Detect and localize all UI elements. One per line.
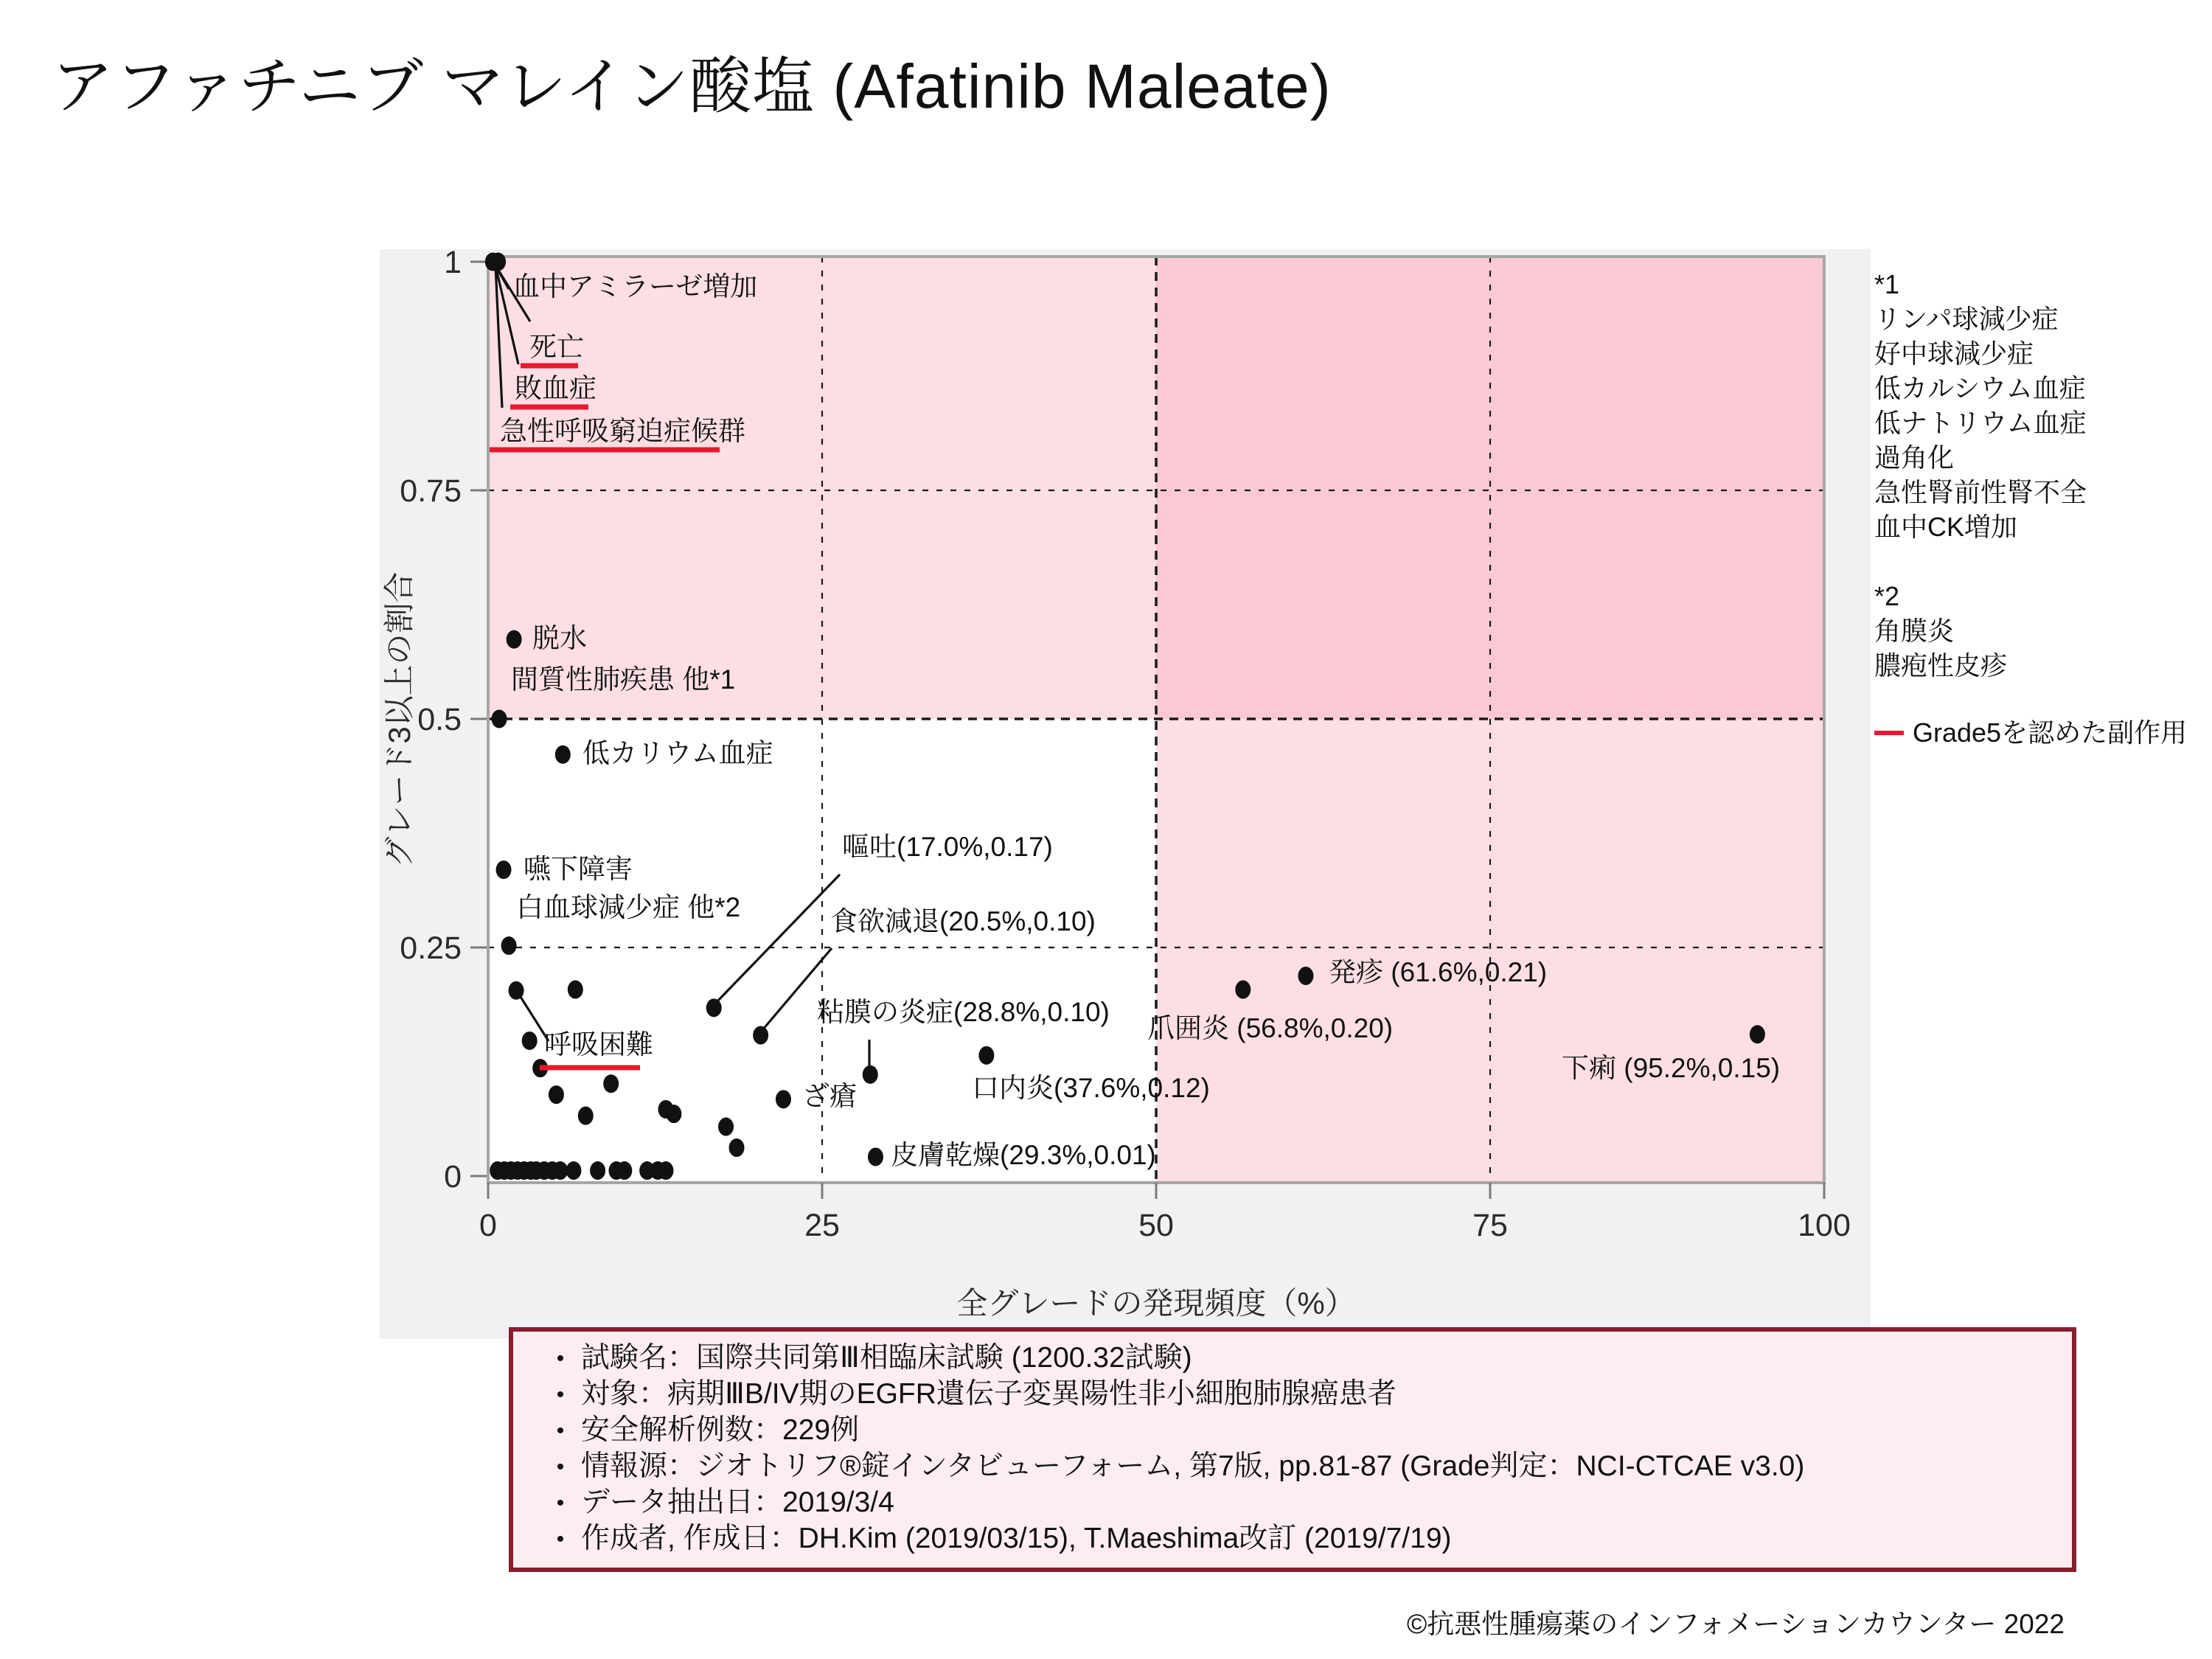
point-label-mucosal-inflammation: 粘膜の炎症(28.8%,0.10) (817, 997, 1110, 1027)
data-point-dyspnea (509, 981, 524, 1000)
bullet-icon: • (556, 1382, 565, 1407)
y-tick-label: 1 (444, 245, 462, 280)
point-label-sepsis: 敗血症 (515, 373, 597, 403)
point-label-ards: 急性呼吸窮迫症候群 (500, 416, 745, 446)
data-point-mucosal-inflammation (863, 1065, 878, 1084)
data-point-unnamed-4 (578, 1107, 594, 1125)
point-label-dyspnea: 呼吸困難 (544, 1029, 653, 1060)
study-info-item: • 対象：病期ⅢB/IV期のEGFR遺伝子変異陽性非小細胞肺腺癌患者 (540, 1377, 2050, 1413)
data-point-interstitial-lung-disease (492, 710, 507, 728)
footnote1-item: 好中球減少症 (1874, 338, 2034, 369)
y-tick-label: 0.5 (417, 702, 462, 737)
study-info-item: • 作成者, 作成日：DH.Kim (2019/03/15), T.Maeshima改訂 (2019/7/19) (540, 1521, 2050, 1557)
footnote1-item: 低カルシウム血症 (1874, 373, 2086, 403)
data-point-unnamed-1 (522, 1032, 538, 1050)
footnote2-list (1874, 613, 2206, 683)
data-point-baseline-9 (552, 1161, 568, 1180)
data-point-blood-amylase-increased-2 (490, 253, 506, 271)
point-label-leukopenia: 白血球減少症 他*2 (516, 892, 741, 922)
footnote1-item: 過角化 (1874, 442, 1955, 473)
point-label-diarrhea: 下痢 (95.2%,0.15) (1562, 1053, 1781, 1083)
data-point-unnamed-9 (729, 1138, 745, 1157)
data-point-leukopenia (501, 936, 517, 955)
data-point-dysphagia (496, 860, 512, 879)
x-tick-label: 25 (804, 1208, 840, 1243)
x-tick-label: 75 (1472, 1208, 1508, 1243)
data-point-diarrhea (1750, 1025, 1765, 1043)
point-label-appetite-decreased: 食欲減退(20.5%,0.10) (830, 906, 1096, 936)
data-point-baseline-16 (658, 1161, 673, 1180)
copyright-footer: ©抗悪性腫瘍薬のインフォメーションカウンター 2022 (1406, 1609, 2065, 1639)
data-point-baseline-10 (566, 1161, 581, 1180)
point-label-hypokalemia: 低カリウム血症 (582, 738, 773, 768)
bullet-icon: • (556, 1455, 565, 1479)
page-title: アファチニブ マレイン酸塩 (Afatinib Maleate) (52, 52, 1332, 121)
x-axis-title: 全グレードの発現頻度（%） (956, 1286, 1356, 1321)
bullet-icon: • (556, 1346, 565, 1371)
footnote1-item: 低ナトリウム血症 (1874, 408, 2087, 438)
footnote2-header: *2 (1874, 581, 1900, 611)
footnote1-item: 急性腎前性腎不全 (1874, 477, 2087, 507)
footnote1-header: *1 (1874, 269, 1900, 299)
data-point-baseline-13 (616, 1161, 632, 1180)
study-info-item: • 試験名：国際共同第Ⅲ相臨床試験 (1200.32試験) (540, 1340, 2050, 1377)
data-point-unnamed-upper (568, 981, 583, 999)
x-tick-label: 100 (1798, 1208, 1851, 1243)
point-label-interstitial-lung-disease: 間質性肺疾患 他*1 (511, 664, 736, 695)
footnote2-item: 角膜炎 (1874, 616, 1955, 646)
y-tick-label: 0 (444, 1159, 462, 1194)
data-point-hypokalemia (555, 745, 571, 764)
point-label-death: 死亡 (529, 332, 584, 362)
y-tick-label: 0.75 (400, 473, 462, 509)
data-point-acne (776, 1090, 791, 1108)
bullet-icon: • (556, 1491, 565, 1515)
data-point-vomiting (706, 998, 722, 1017)
footnote1-item: リンパ球減少症 (1874, 304, 2059, 334)
x-tick-label: 0 (479, 1208, 497, 1243)
study-info-list (513, 1340, 2072, 1557)
data-point-appetite-decreased (753, 1026, 768, 1045)
study-info-item: • データ抽出日：2019/3/4 (540, 1485, 2050, 1521)
grade5-legend-line (1874, 731, 1904, 735)
data-point-rash (1298, 967, 1313, 985)
data-point-dehydration (507, 630, 522, 649)
point-label-dehydration: 脱水 (532, 623, 587, 653)
data-point-unnamed-8 (718, 1118, 734, 1136)
bullet-icon: • (556, 1419, 565, 1443)
footnote1-list (1874, 302, 2206, 544)
study-info-item: • 安全解析例数：229例 (540, 1413, 2050, 1449)
legend (1874, 715, 2206, 750)
panel-spacer (1874, 544, 2206, 579)
point-label-vomiting: 嘔吐(17.0%,0.17) (842, 832, 1053, 862)
data-point-stomatitis (978, 1046, 994, 1065)
data-point-paronychia (1235, 981, 1251, 999)
y-axis-title: グレード3以上の割合 (382, 571, 417, 868)
data-point-dry-skin (868, 1147, 883, 1166)
x-tick-label: 50 (1138, 1208, 1174, 1243)
y-tick-label: 0.25 (400, 931, 462, 966)
footnote1-item: 血中CK増加 (1874, 512, 2018, 542)
footnote2-item: 膿疱性皮疹 (1874, 650, 2008, 681)
point-label-blood-amylase-increased: 血中アミラーゼ増加 (512, 271, 758, 302)
data-point-unnamed-5 (603, 1074, 619, 1093)
study-info-box (509, 1327, 2076, 1572)
point-label-dysphagia: 嚥下障害 (524, 854, 633, 884)
point-label-acne: ざ瘡 (802, 1081, 857, 1111)
grade5-legend-label: Grade5を認めた副作用 (1913, 717, 2188, 748)
study-info-item: • 情報源：ジオトリフ®錠インタビューフォーム, 第7版, pp.81-87 (Grade判定：NCI-CTCAE v3.0) (540, 1449, 2050, 1485)
data-point-unnamed-7 (666, 1105, 681, 1123)
point-label-paronychia: 爪囲炎 (56.8%,0.20) (1147, 1013, 1394, 1043)
point-label-stomatitis: 口内炎(37.6%,0.12) (972, 1073, 1210, 1103)
point-label-rash: 発疹 (61.6%,0.21) (1329, 957, 1548, 987)
bullet-icon: • (556, 1527, 565, 1551)
point-label-dry-skin: 皮膚乾燥(29.3%,0.01) (891, 1140, 1156, 1170)
data-point-baseline-11 (590, 1161, 605, 1180)
footnote-panel (1874, 267, 2206, 750)
data-point-unnamed-3 (549, 1085, 564, 1104)
